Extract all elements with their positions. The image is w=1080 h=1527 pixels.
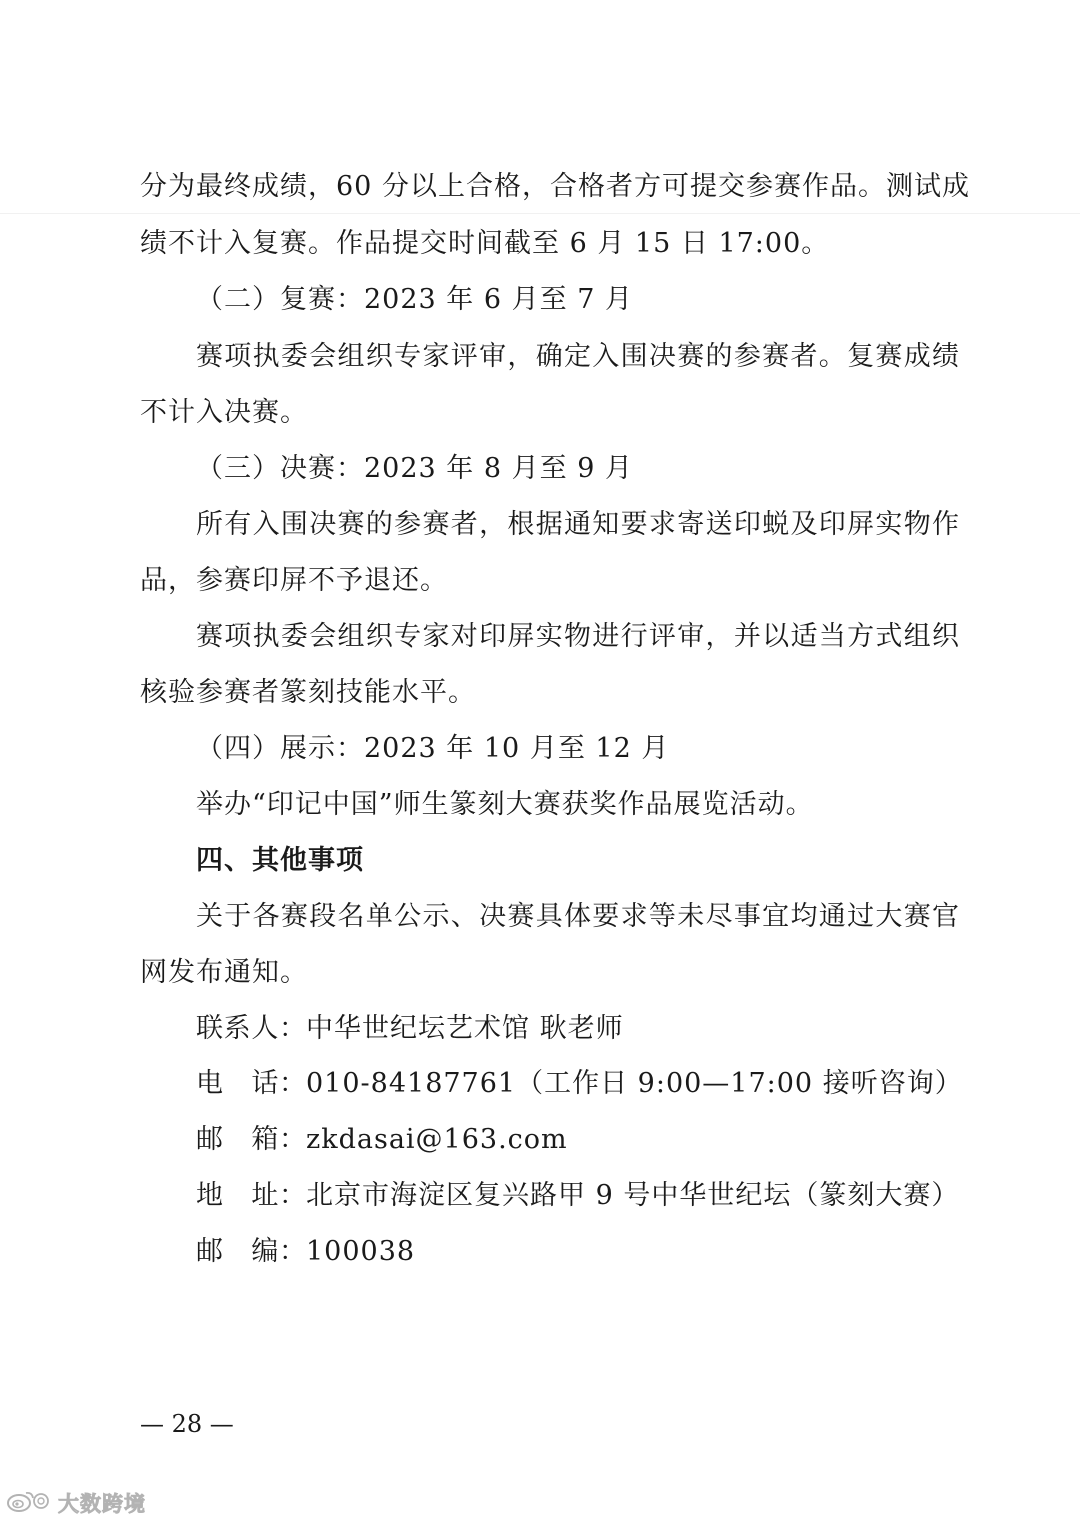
paragraph-line: 赛项执委会组织专家评审，确定入围决赛的参赛者。复赛成绩 bbox=[196, 341, 960, 372]
contact-value: 北京市海淀区复兴路甲 9 号中华世纪坛（篆刻大赛） bbox=[306, 1180, 960, 1211]
contact-label: 地 址： bbox=[196, 1180, 306, 1211]
paragraph-line: 不计入决赛。 bbox=[140, 397, 308, 428]
paragraph-line: 赛项执委会组织专家对印屏实物进行评审，并以适当方式组织 bbox=[196, 621, 960, 652]
contact-label: 电 话： bbox=[196, 1068, 306, 1099]
contact-value: 中华世纪坛艺术馆 耿老师 bbox=[306, 1013, 624, 1044]
paragraph-line: 举办“印记中国”师生篆刻大赛获奖作品展览活动。 bbox=[196, 789, 814, 820]
paragraph-line: 核验参赛者篆刻技能水平。 bbox=[140, 677, 476, 708]
contact-value: 100038 bbox=[306, 1236, 416, 1267]
section-subheading: （四）展示：2023 年 10 月至 12 月 bbox=[196, 733, 670, 764]
scan-artifact-line bbox=[0, 213, 1080, 214]
section-heading: 四、其他事项 bbox=[196, 845, 364, 876]
paragraph-line: 所有入围决赛的参赛者，根据通知要求寄送印蜕及印屏实物作 bbox=[196, 509, 960, 540]
section-subheading: （二）复赛：2023 年 6 月至 7 月 bbox=[196, 284, 633, 315]
contact-value: 010-84187761（工作日 9:00—17:00 接听咨询） bbox=[306, 1068, 963, 1099]
contact-address-row bbox=[196, 1176, 959, 1216]
watermark bbox=[6, 1488, 146, 1518]
contact-label: 邮 编： bbox=[196, 1236, 306, 1267]
page-number: — 28 — bbox=[140, 1410, 234, 1438]
contact-label: 邮 箱： bbox=[196, 1124, 306, 1155]
paragraph-line: 绩不计入复赛。作品提交时间截至 6 月 15 日 17:00。 bbox=[140, 228, 830, 259]
weibo-logo-icon bbox=[6, 1488, 52, 1518]
paragraph-line: 品，参赛印屏不予退还。 bbox=[140, 565, 448, 596]
contact-person-row bbox=[196, 1009, 624, 1049]
paragraph-line: 关于各赛段名单公示、决赛具体要求等未尽事宜均通过大赛官 bbox=[196, 901, 960, 932]
contact-postcode-row bbox=[196, 1232, 415, 1272]
contact-value: zkdasai@163.com bbox=[306, 1124, 568, 1155]
contact-email-row bbox=[196, 1120, 568, 1160]
paragraph-line: 网发布通知。 bbox=[140, 957, 308, 988]
section-subheading: （三）决赛：2023 年 8 月至 9 月 bbox=[196, 453, 633, 484]
watermark-text: 大数跨境 bbox=[58, 1492, 146, 1516]
paragraph-line: 分为最终成绩，60 分以上合格，合格者方可提交参赛作品。测试成 bbox=[140, 171, 970, 202]
contact-phone-row bbox=[196, 1064, 963, 1104]
contact-label: 联系人： bbox=[196, 1013, 306, 1044]
